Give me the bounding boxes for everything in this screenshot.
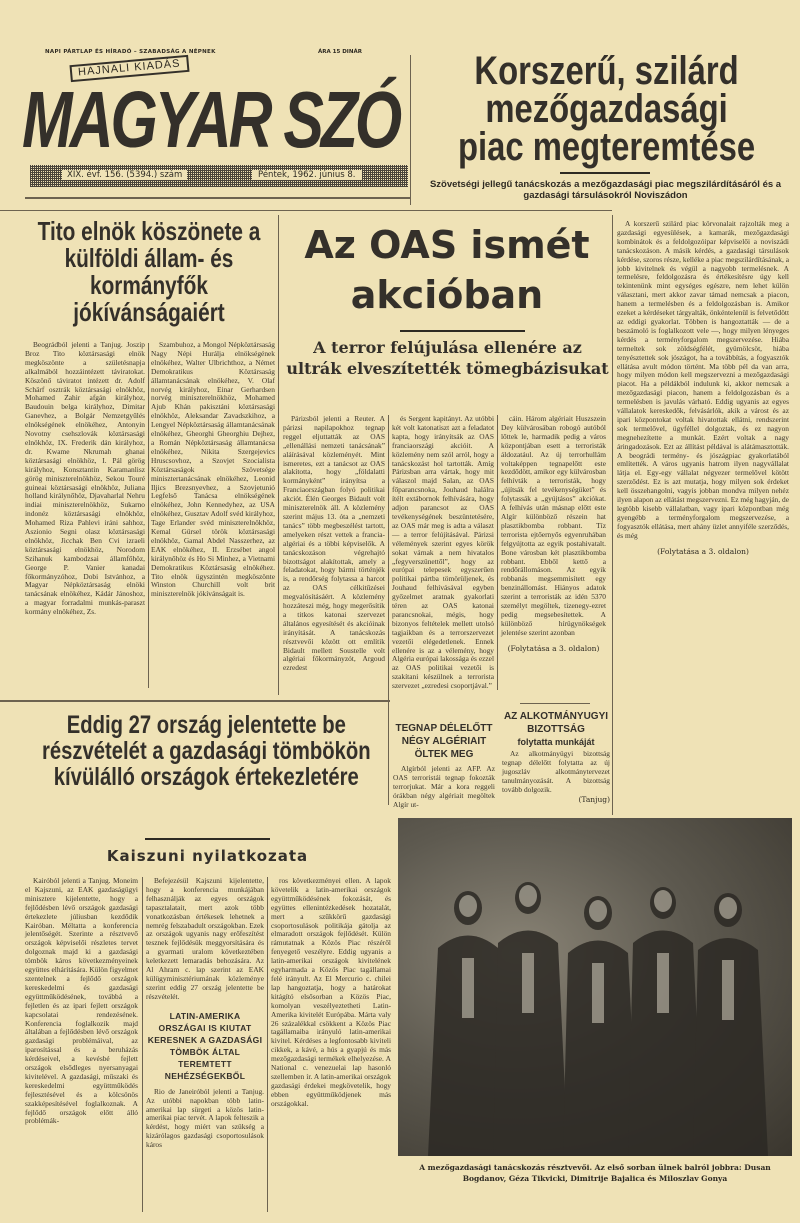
- eddig-body-col2-after: [146, 1088, 264, 1150]
- alkotmany-subheadline: folytatta munkáját: [517, 737, 595, 747]
- latin-america-headline: LATIN-AMERIKA ORSZÁGAI IS KIUTAT KERESNEK A GAZDASÁGI TÖMBÖK ÁLTAL TEREMTETT NEHÉZSÉGEKBŐL: [147, 1010, 263, 1081]
- lead-continuation: (Folytatása a 3. oldalon): [657, 546, 749, 556]
- issue-date: Péntek, 1962. június 8.: [252, 170, 362, 180]
- alkotmany-prev-continuation: (Folytatása a 3. oldalon): [507, 643, 600, 653]
- price: ÁRA 15 DINÁR: [318, 49, 362, 55]
- oas-subheadline: A terror felújulása ellenére az ultrák elveszítették tömegbázisukat: [286, 338, 609, 378]
- eddig-headline: Eddig 27 ország jelentette be részvételét a gazdasági tömbökön kívülálló országok értekezletére: [41, 711, 371, 791]
- paragraph: Rio de Janeiróból jelenti a Tanjug. Az utóbbi napokban több latin-amerikai lap sürgeti a közös latin-amerikai piac tervét. A lapok felteszik a kérdést, hogy miért van szükség a kizárólagos gazdasági csoportosulások káros: [146, 1086, 264, 1150]
- alkotmany-wrapper: [502, 710, 610, 804]
- tegnap-body: [393, 765, 495, 810]
- tegnap-wrapper: [393, 722, 495, 810]
- issue-number: XIX. évf. 156. (5394.) szám: [62, 170, 187, 180]
- paragraph: Beográdból jelenti a Tanjug. Joszip Broz Tito köztársasági elnök megköszönte a születésnapja alkalmából hozzáintézett táviratokat. Köszönő táviratot intézett dr. Adolf Schärf osztrák köztársasági elnökhöz, Mohamed Zahir afgán királyhoz, Baudouin belga királyhoz, Dimitar Ganevhez, a Bolgár Nemzetgyűlés elnökségének elnökéhez, Antonyin Novotny csehszlovák köztársasági elnökhöz, IX. Frederik dán királyhoz, dr. Kwame Nkrumah ghanai köztársasági elnökhöz, I. Pál görög királyhoz, Konsztantin Karamanlisz görög miniszterelnökhöz, Sekou Touré guineai köztársasági elnökhöz, Juliana holland királynőhöz, Djavaharlal Nehru indiai miniszterelnökhöz, Sukarno indonéz köztársasági elnökhöz, Mohamed Riza Pahlevi iráni sahhoz, Aszionio Segni olasz köztársasági elnökhöz, Jicchak Ben Cvi izraeli köztársasági elnökhöz, Norodom Szihanuk kambodzsai államfőhöz, George P. Vanier kanadai főkormányzóhoz, Dobi Istvánhoz, a Magyar Népköztársaság elnöki tanácsának elnökéhez, Kádár Jánoshoz, a magyar forradalmi munkás-paraszt kormány elnökéhez, Zs.: [25, 340, 145, 617]
- conference-photo: [398, 818, 792, 1156]
- eddig-body-col2: [146, 877, 264, 1002]
- oas-body-col1: [283, 415, 385, 673]
- eddig-subheadline: Kaiszuni nyilatkozata: [106, 847, 309, 865]
- paragraph: és Sergent kapitányt. Az utóbbi két volt katonatiszt azt a feladatot kapta, hogy irányítsák az OAS franciaországi akcióit. A közlemény nem szól arról, hogy a tanácskozást hol tartották. Amíg Párizsban arra vártak, hogy mit válaszol majd Salan, az OAS főparancsnoka, Jouhaud halálra ítélt extábornok felhívására, hogy adjon parancsot az OAS tevékenységének beszüntetésére, az OAS már meg is adta a választ — a terror felújításával. Párizsi vélemények szerint egyes körök sokat várnak a nem hivatalos „fegyverszünettől”, hogy az európai telepesek egyszerűen politikai pártba tömörüljenek, és Jouhaud felhívásával egyben győzelmet aratnak gyakorlati téren az OAS katonai parancsnokai, mégis, hogy bizonyos feltételek mellett utolsó tagjaikban és a terrorszervezet vezetői elégedetlenek. Ennek ellenére is az a vélemény, hogy Algéria európai lakossága és ezzel az OAS politikai vezetői is szakítani készülnek a terrorista szervezet „ezredesi csoportjával.”: [392, 414, 494, 691]
- photo-caption: A mezőgazdasági tanácskozás résztvevői. Az első sorban ülnek balról jobbra: Dusan Bogdanov, Géza Tikvicki, Dimitrije Bajalica és Miloszlav Gonya: [419, 1163, 771, 1183]
- edition-stamp: HAJNALI KIADÁS: [69, 55, 189, 82]
- paragraph: Az alkotmányügyi bizottság tegnap délelőtt folytatta az új jugoszláv alkotmánytervezet tanulmányozását. A bizottság tovább dolgozik.: [502, 749, 610, 794]
- oas-headline: [282, 220, 612, 320]
- paragraph: cáin. Három algériait Huszszein Dey külvárosában robogó autóból lőttek le, harmadik pedig a város központjában esett a terroristák áldozatául. Az új terrorhullám voltaképpen tegnapelőtt este kezdődött, amikor egy külvárosban felhívták a terroristák, hogy „újítsák fel tevékenységüket” és folytassák a „gyújtásos” akciókat. A felhívás után másnap előtt este Algír különböző részein hat plasztikbomba robbant. Tíz terrorista ejtőernyős egyenruhában felgyújtotta az egyik postahivatalt. Bone városban két plasztikbomba robbant. Ebből kettő a rendőrállomáson. Az egyik robbanás megsemmisített egy benzinállomást. Hiányos adatok szerint a terroristák az idén 5370 személyt megöltek, tizenegy-ezret pedig megsebesítettek. A különböző hírügynökségek jelentése szerint azonban: [501, 414, 606, 637]
- paragraph: Algírból jelenti az AFP. Az OAS terroristái tegnap fokozták terrorjukat. Már a kora reggeli órákban négy algériait megöltek Algír ut-: [393, 764, 495, 809]
- paragraph: ros következményei ellen. A lapok követelik a latin-amerikai országok együttműködésének fokozását, és együttes ellenintézkedések hozatalát, mert a szűkkörű gazdasági csoportosulások politikája gátolja az elmaradott országok fejlődését. Külön rámutatnak a Közös Piac részéről fenyegető veszélyre. Eddig ugyanis a latin-amerikai országok kivitelének egyharmada a Közös Piac tagállamai felé irányult. Az El Mercurio c. chilei lap hangoztatja, hogy a határokat kitágító elsősorban a Közös Piac, komolyan veszélyeztetheti Latin-Amerika kivitelét Európába. Márta valy 26 százalékkal csökkent a Közös Piac tagállamaiba irányuló latin-amerikai kivitel. Kérdéses a legfontosabb kiviteli cikkek, a kávé, a hús a gyapjú és más mezőgazdasági termékek elhelyezése. A National c. venezuelai lap hasonló szellemben ír. A latin-amerikai országok gazdasági érdekei megkövetelik, hogy ebben együttműködjenek más országokkal.: [271, 876, 391, 1108]
- paragraph: Párizsból jelenti a Reuter. A párizsi napilapokhoz tegnap reggel eljuttatták az OAS „ellenállási nemzeti tanácsának” aláírásával közleményét. Mint ismeretes, ezt a tanácsot az OAS alakította, hogy „földalatti kormányként” irányítsa a Franciaországban folyó politikai akciót. Élén Georges Bidault volt miniszterelnök áll. A közlemény szerint május 13. óta a „nemzeti tanács” több megbeszélést tartott, amelyeken részt vettek a francia-algériai és a többi képviselők. A tanácskozáson végrehajtó bizottságot alakítottak, amely a feladatokat, hogy bármi történjék is, a rendőrség folytassa a harcot az OAS célkitűzései megvalósításáért. A közlemény hozzáteszi még, hogy megerősítik a titkos katonai szervezet általános egyesítését és akcióinak irányítását. A tanácskozás résztvevői között ott említik Bidault mellett Soustelle volt algériai főkormányzót, Argoud ezredest: [283, 414, 385, 673]
- paragraph: Befejezésül Kajszuni kijelentette, hogy a konferencia munkájában felhasználják az egyes országok tapasztalatait, mert azok több vonatkozásban értékesek lehetnek a nemrég felszabadult országokban. Ezek az országok ugyanis nagy erőfeszítést tesznek fejlődésük meggyorsítására és a gyarmati uralom következtében keletkezett lemaradás behozására. Az Al Ahram c. lap szerint az EAK külügyminisztériumának közleménye szerint eddig 27 ország jelentette be részvételét.: [146, 876, 264, 1001]
- paragraph: Kairóból jelenti a Tanjug. Moneim el Kajszuni, az EAK gazdaságügyi minisztere kijelentette, hogy a fejlődésben lévő országok gazdasági értekezlete júliusban kezdődik Kairóban. Méltatta a konferencia jelentőségét. Szerinte a résztvevő országok képviselői részletes tervet dolgoznak majd ki a gazdasági tömbök káros következményeinek együttes elhárítására. Külön figyelmet szentelnek a fejlődő országok kereskedelmi és gazdasági együttműködésének, továbbá a fejletlen és az ipari fejlett országok kapcsolatai rendezésének. Konferencia foglalkozik majd általában a fejlődésben lévő országok gazdasági problémáival, az iparosítással és a beruházás kérdéseivel, a kevésbé fejlett országok elsődleges nyersanyagai kivitelével. A gazdasági, műszaki és kereskedelmi együttműködés fejlesztésével és a kölcsönös szakképesítésével foglalkoznak. A fejlődő országok előtt álló problémák-: [25, 876, 138, 1126]
- lead-headline-line: Korszerű, szilárd: [474, 49, 739, 93]
- tito-body-col1: [25, 341, 145, 617]
- seated-participants-illustration: [398, 818, 792, 1156]
- oas-body-col2: [392, 415, 494, 691]
- lead-subheadline: Szövetségi jellegű tanácskozás a mezőgazdasági piac megszilárdításáról és a gazdasági társulásokról Noviszádon: [429, 179, 782, 201]
- newspaper-title: MAGYAR SZÓ: [22, 75, 400, 164]
- eddig-body-col1: [25, 877, 138, 1126]
- tito-body-col2: [151, 341, 275, 599]
- masthead-top-line: NAPI PÁRTLAP ÉS HÍRADÓ – SZABADSÁG A NÉPNEK: [45, 49, 216, 55]
- oas-col3-wrapper: [501, 415, 606, 653]
- tegnap-headline: TEGNAP DÉLELŐTT NÉGY ALGÉRIAIT ÖLTEK MEG: [395, 723, 493, 760]
- lead-headline: [420, 49, 793, 169]
- paragraph: Szambuhoz, a Mongol Népköztársaság Nagy Népi Hurálja elnökségének elnökéhez, Walter Ulbrichthoz, a Német Demokratikus Köztársaság államtanácsának elnökéhez, V. Olaf norvég királyhoz, Einar Gerhardsen norvég miniszterelnökhöz, Mohamed Ajub Khán pakisztáni köztársasági elnökhöz, Aleksandar Zavadszkihoz, a Lengyel Népköztársaság államtanácsának elnökéhez, Gheorghi Gheorghiu Dejhez, a Román Népköztársaság államtanácsa elnökéhez, Nikita Szergejevics Hruscsovhoz, a Szovjet Szocialista Köztársaságok Szövetsége minisztertanácsának elnökéhez, Leonid Iljics Brezsnyevhez, a Szovjetunió Legfelső Tanácsa elnökségének elnökéhez, John Kennedyhez, az USA elnökéhez, Gusztav Adolf svéd királyhoz, Tage Erlander svéd miniszterelnökhöz, Kemal Gürsel török köztársasági elnökhöz, Gamal Abdel Nasszerhez, az EAK elnökéhez, II. Erzsébet angol királynőhöz és Ho Si Minhez, a Vietnami Demokratikus Köztársaság elnökéhez. Tito elnök ügyszintén megköszönte Winston Churchill volt brit miniszterelnök jókívánságait is.: [151, 340, 275, 599]
- oas-headline-line: Az OAS ismét: [304, 223, 590, 267]
- oas-headline-line: akcióban: [350, 273, 544, 317]
- issue-bar: [30, 165, 408, 187]
- lead-headline-line: mezőgazdasági: [485, 87, 728, 131]
- lead-body-wrapper: [617, 220, 789, 556]
- alkotmany-body: [502, 750, 610, 795]
- alkotmany-headline: AZ ALKOTMÁNYUGYI BIZOTTSÁG: [503, 711, 609, 735]
- tito-headline: Tito elnök köszönete a külföldi állam- és kormányfők jókívánságaiért: [37, 216, 261, 327]
- oas-body-col3: [501, 415, 606, 638]
- alkotmany-source: (Tanjug): [578, 794, 610, 804]
- eddig-body-col3: [271, 877, 391, 1109]
- lead-body: [617, 220, 789, 541]
- eddig-col2-wrapper: [146, 877, 264, 1150]
- paragraph: A korszerű szilárd piac körvonalait rajzolták meg a gazdasági egyesülések, a kamarák, mezőgazdasági kombinátok és a feldolgozóipar képviselői a noviszádi tanácskozáson. A másik kérdés, a gazdasági társulások kérdése, szoros része, kelléke a piac megszilárdításának, a jobb kivitelnek és végül a nagyobb termelésnek. A termelésre, feldolgozásra és értékesítésre úgy kell tekintenünk mint egységes egészre, nem lehet külön választani, mert akkor zavar támad nemcsak a piacon, hanem a termelésben és a feldolgozásban is. Amikor ezeket a kérdéseket tárgyalták, önkéntelenül is felvetődött az eddigi gyakorlat. Többen is hangoztatták — de a beszámoló is foglalkozott vele —, hogy milyen lényeges kérdés a terményforgalom megszervezése. Hiába termeltek sok zöldségfélét, gyümölcsöt, hiába tenyésztettek sok jószágot, ha a továbbítás, a fogyasztók ellátása avult módon történt. Ma több pél da van arra, hogy milyen módon kell megszervezni a mezőgazdasági piacot. Ha a példákból indulunk ki, akkor nemcsak a mezőgazdasági piacon, hanem a feldolgozásban és a termelésben is javulás várható. Eddig ugyanis az egyes vállalatok kereskedők, felvásárlók, akik a várost és az ipari központokat voltak hivatottak ellátni, rendszerint sok termelővel, ügyféllel dolgoztak, és ez nagyon megnehezítette a munkát. Ezért voltak a nagy áringadozások. Ezt az állítást példával is alátámasztották. A beográdi termény- és jószágpiac gyakorlatából említették. A város ugyanis hatrom ilyen nagyvállalat látja el. Egy-egy vállalat négyezer termelővel kötött szerződést. Ez is azt mutatja, hogy milyen sok érdeket kell összehangolni, vagyis jobban mondva milyen nehéz ilyen alapon az ellátást megszervezni. Ez még hagyján, de legtöbb kisebb vállalatban, vagy ipari központban még gyengébb a terményforgalom megszervezése, a fogyasztók ellátása, mert ahány üzlet annyiféle szerződés, és még: [617, 219, 789, 540]
- lead-headline-line: piac megteremtése: [457, 125, 756, 169]
